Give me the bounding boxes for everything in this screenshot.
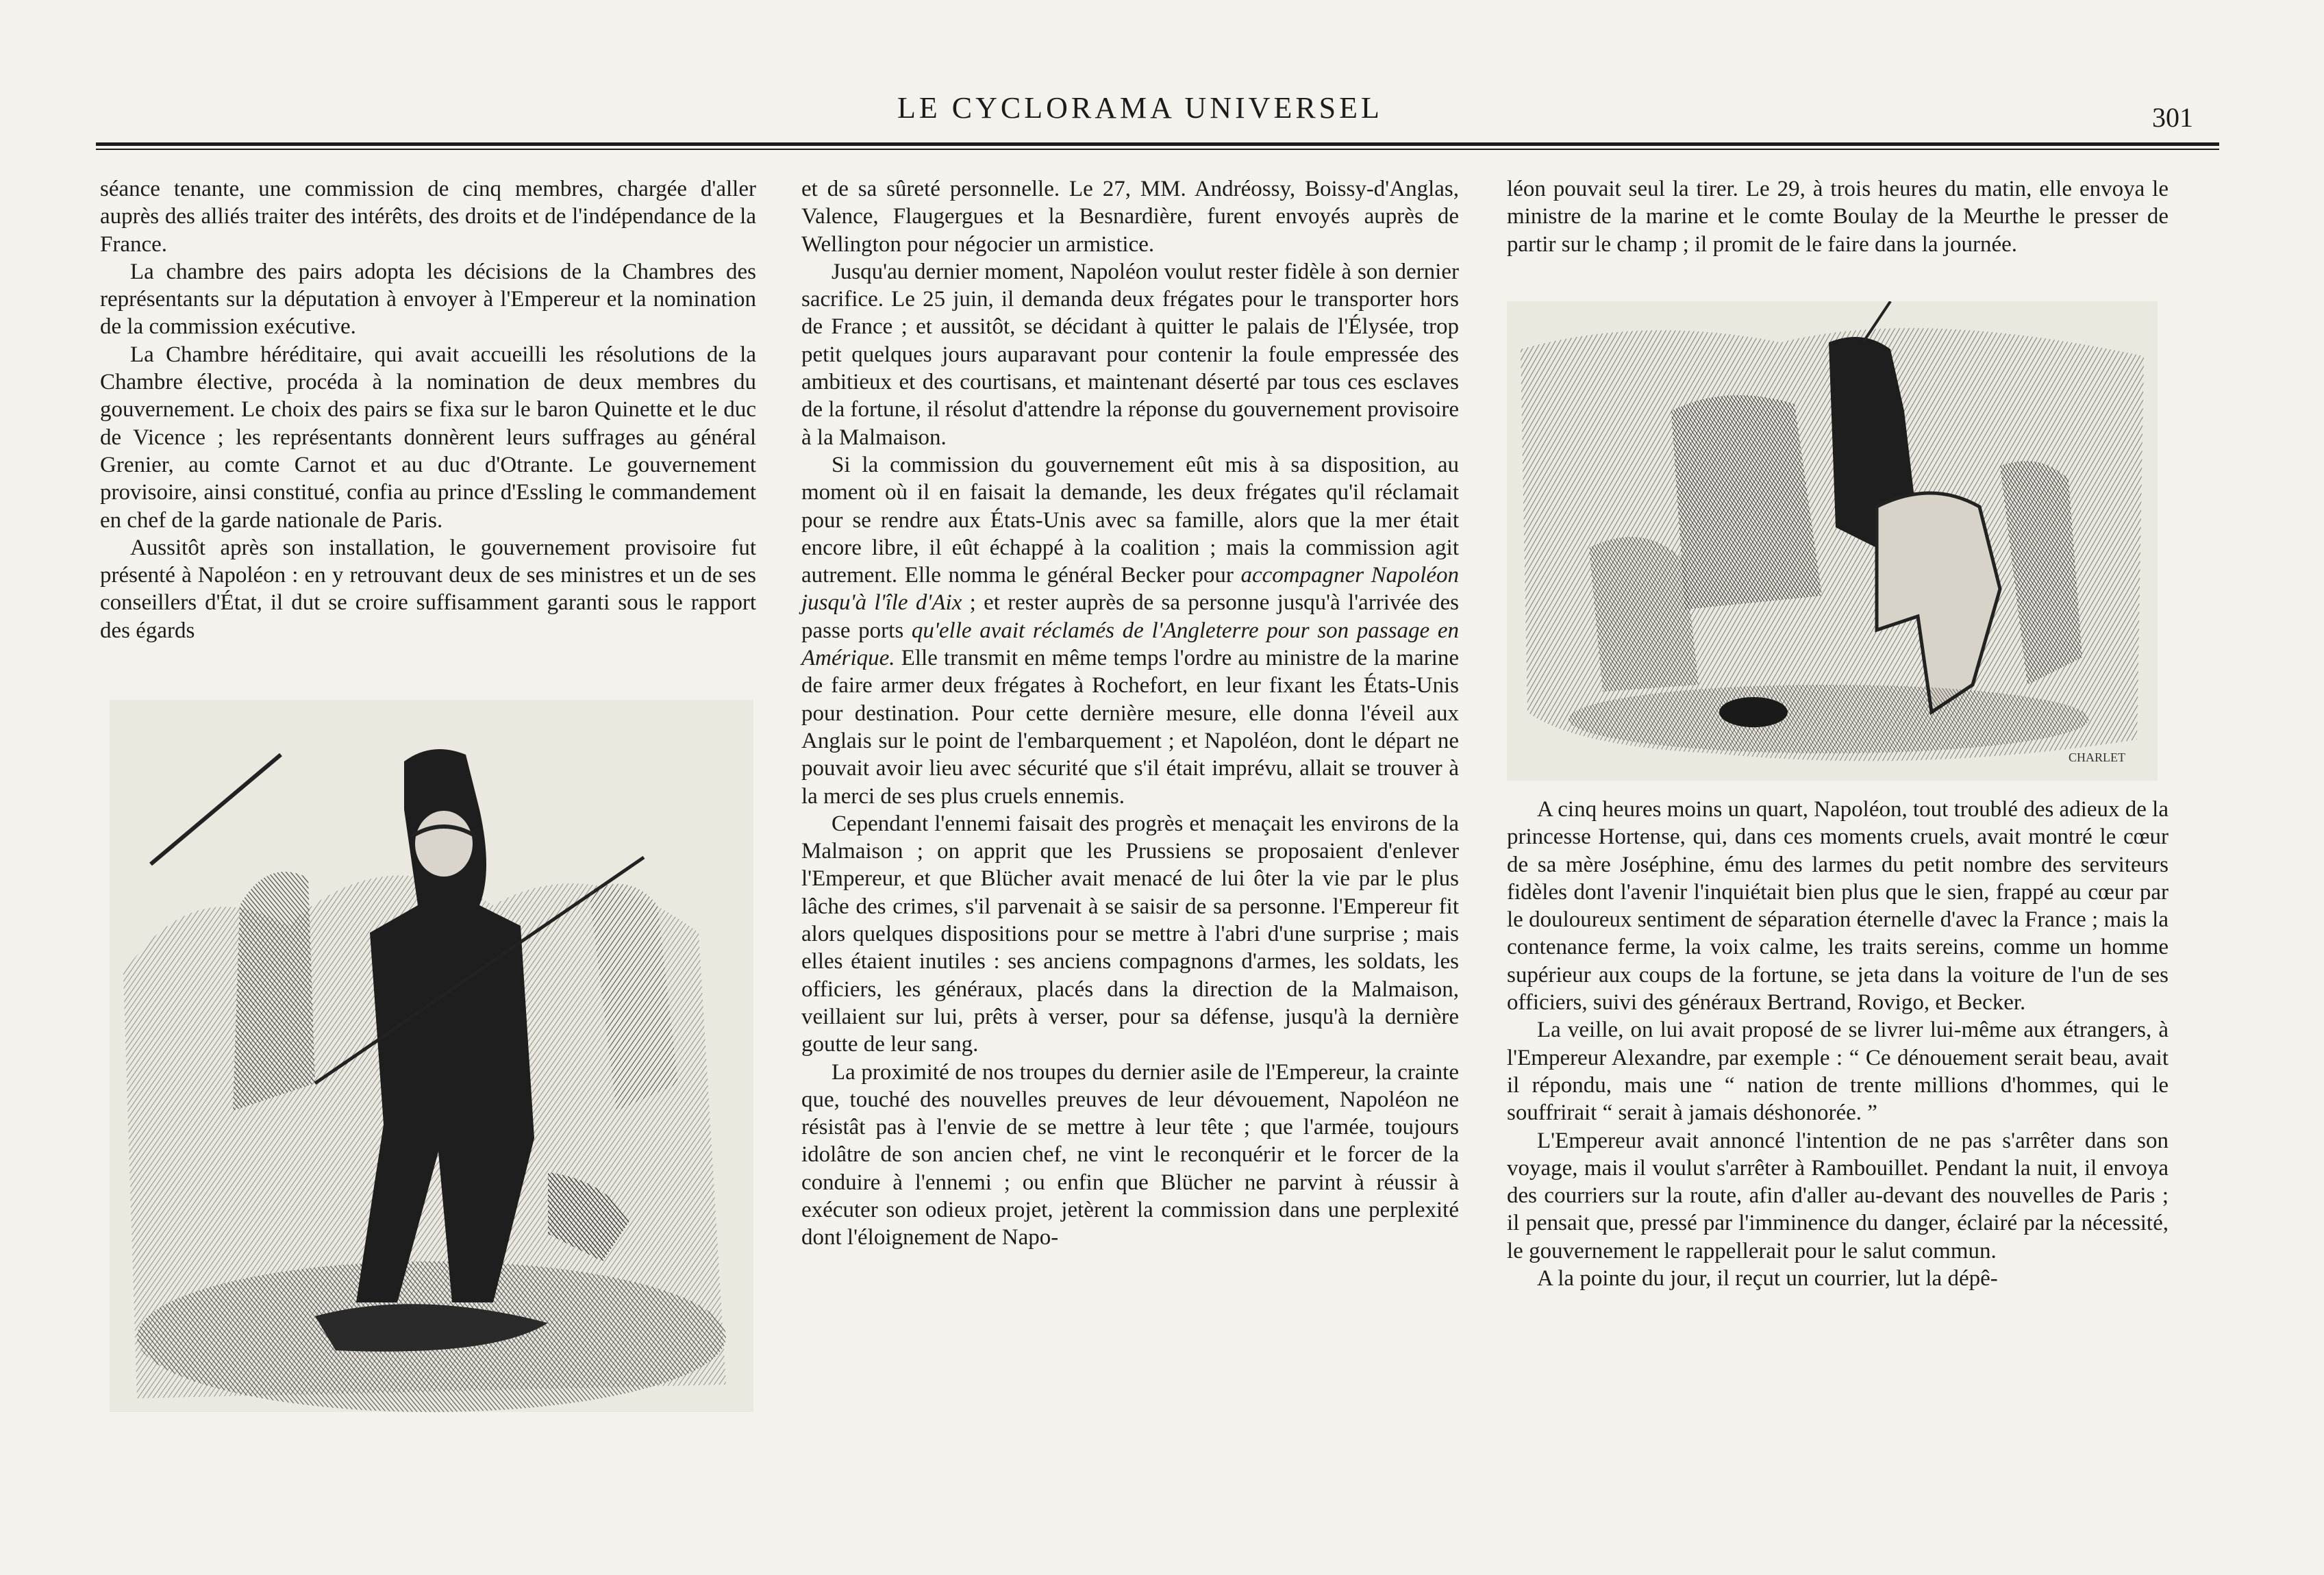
header-rule-thick	[96, 142, 2219, 146]
column-3-text-lower	[1507, 796, 2169, 1292]
engraving-officer-with-sabre	[110, 700, 753, 1412]
engraving-signature: CHARLET	[2069, 751, 2125, 764]
engraving-battle-scene	[1507, 301, 2158, 781]
col2-p3-italic-1: accompagner Napoléon jusqu'à l'île d'Aix	[801, 563, 1459, 616]
col1-paragraph-2: La chambre des pairs adopta les décisions de la Chambres des représentants sur la députation à envoyer à l'Empereur et la nomination de la commission exécutive.	[100, 259, 756, 340]
col1-paragraph-3: La Chambre héréditaire, qui avait accueilli les résolutions de la Chambre élective, procéda à la nomination de deux membres du gouvernement. Le choix des pairs se fixa sur le baron Quinette et le duc de Vicence ; les représentants donnèrent leurs suffrages au général Grenier, au comte Carnot et au duc d'Otrante. Le gouvernement provisoire, ainsi constitué, confia au prince d'Essling le commandement en chef de la garde nationale de Paris.	[100, 342, 756, 533]
col1-paragraph-1: séance tenante, une commission de cinq membres, chargée d'aller auprès des alliés traiter des intérêts, des droits et de l'indépendance de la France.	[100, 177, 756, 257]
running-header-title: LE CYCLORAMA UNIVERSEL	[897, 91, 1383, 125]
col2-paragraph-4: Cependant l'ennemi faisait des progrès et menaçait les environs de la Malmaison ; on apprit que les Prussiens se proposaient d'enlever l'Empereur, et que Blücher avait menacé de lui ôter la vie par le plus lâche des crimes, s'il parvenait à se saisir de sa personne. l'Empereur fit alors quelques dispositions pour se mettre à l'abri d'une surprise ; mais elles étaient inutiles : ses anciens compagnons d'armes, les soldats, les officiers, les généraux, placés dans la direction de la Malmaison, veillaient sur lui, prêts à verser, pour sa défense, jusqu'à la dernière goutte de leur sang.	[801, 811, 1459, 1057]
col1-paragraph-4: Aussitôt après son installation, le gouvernement provisoire fut présenté à Napoléon : en y retrouvant deux de ses ministres et un de ses conseillers d'État, il dut se croire suffisamment garanti sous le rapport des égards	[100, 535, 756, 643]
col2-paragraph-1: et de sa sûreté personnelle. Le 27, MM. Andréossy, Boissy-d'Anglas, Valence, Flaugergues et la Besnardière, furent envoyés auprès de Wellington pour négocier un armistice.	[801, 177, 1459, 257]
column-2-text	[801, 175, 1459, 1252]
header-rule-thin	[96, 149, 2219, 150]
col2-p3-start: Si la commission du gouvernement eût mis à sa disposition, au moment où il en faisait la demande, les deux frégates qu'il réclamait pour se rendre aux États-Unis avec sa famille, alors que la mer était encore libre, il eût échappé à la coalition ; mais la commission agit autrement. Elle nomma le général Becker pour	[801, 452, 1459, 588]
col2-p3-end: Elle transmit en même temps l'ordre au ministre de la marine de faire armer deux frégates à Rochefort, en leur fixant les États-Unis pour destination. Pour cette dernière mesure, elle donna l'éveil aux Anglais sur le point de l'embarquement ; et Napoléon, dont le départ ne pouvait avoir lieu avec sécurité que s'il était imprévu, allait se trouver à la merci de ses plus cruels ennemis.	[801, 646, 1459, 809]
col2-p3-mid: ; et rester auprès de sa personne jusqu'à l'arrivée des passe ports	[801, 590, 1460, 643]
engraving-officer-svg	[110, 700, 753, 1412]
col2-paragraph-5: La proximité de nos troupes du dernier asile de l'Empereur, la crainte que, touché des nouvelles preuves de leur dévouement, Napoléon ne résistât pas à l'envie de se mettre à leur tête ; que l'armée, toujours idolâtre de son ancien chef, ne vint le reconquérir et le forcer de la conduire à l'ennemi ; ou enfin que Blücher ne parvint à réussir à exécuter son odieux projet, jetèrent la commission dans une perplexité dont l'éloignement de Napo-	[801, 1059, 1459, 1250]
page-number: 301	[2152, 102, 2193, 133]
col2-paragraph-2: Jusqu'au dernier moment, Napoléon voulut rester fidèle à son dernier sacrifice. Le 25 juin, il demanda deux frégates pour le transporter hors de France ; et aussitôt, se décidant à quitter le palais de l'Élysée, trop petit quelques jours auparavant pour contenir la foule empressée des ambitieux et des courtisans, et maintenant déserté par tous ces esclaves de la fortune, il résolut d'attendre la réponse du gouvernement provisoire à la Malmaison.	[801, 259, 1459, 450]
col3-paragraph-4: L'Empereur avait annoncé l'intention de ne pas s'arrêter dans son voyage, mais il voulut s'arrêter à Rambouillet. Pendant la nuit, il envoya des courriers sur la route, afin d'aller au-devant des nouvelles de Paris ; il pensait que, pressé par l'imminence du danger, éclairé par la nécessité, le gouvernement le rappellerait pour le salut commun.	[1507, 1128, 2169, 1263]
col3-paragraph-5: A la pointe du jour, il reçut un courrier, lut la dépê-	[1537, 1266, 1998, 1292]
col2-p3-italic-2: qu'elle avait réclamés de l'Angleterre pour son passage en Amérique.	[801, 618, 1459, 671]
col3-paragraph-2: A cinq heures moins un quart, Napoléon, tout troublé des adieux de la princesse Hortense, qui, dans ces moments cruels, avait montré le cœur de sa mère Joséphine, ému des larmes du petit nombre des serviteurs fidèles dont l'avenir l'inquiétait bien plus que le sien, frappé au cœur par le douloureux sentiment de séparation éternelle d'avec la France ; mais la contenance ferme, la voix calme, les traits sereins, comme un homme supérieur aux coups de la fortune, se jeta dans la voiture de l'un de ses officiers, suivi des généraux Bertrand, Rovigo, et Becker.	[1507, 797, 2169, 1016]
column-3-text-upper	[1507, 175, 2169, 258]
col3-paragraph-3: La veille, on lui avait proposé de se livrer lui-même aux étrangers, à l'Empereur Alexandre, par exemple : “ Ce dénouement serait beau, avait il répondu, mais une “ nation de trente millions d'hommes, qui le souffrirait “ serait à jamais déshonorée. ”	[1507, 1018, 2169, 1126]
col3-paragraph-1: léon pouvait seul la tirer. Le 29, à trois heures du matin, elle envoya le ministre de la marine et le comte Boulay de la Meurthe le presser de partir sur le champ ; il promit de le faire dans la journée.	[1507, 177, 2169, 257]
column-1-text	[100, 175, 756, 644]
engraving-battle-svg	[1507, 301, 2158, 781]
col2-paragraph-3	[801, 451, 1459, 810]
